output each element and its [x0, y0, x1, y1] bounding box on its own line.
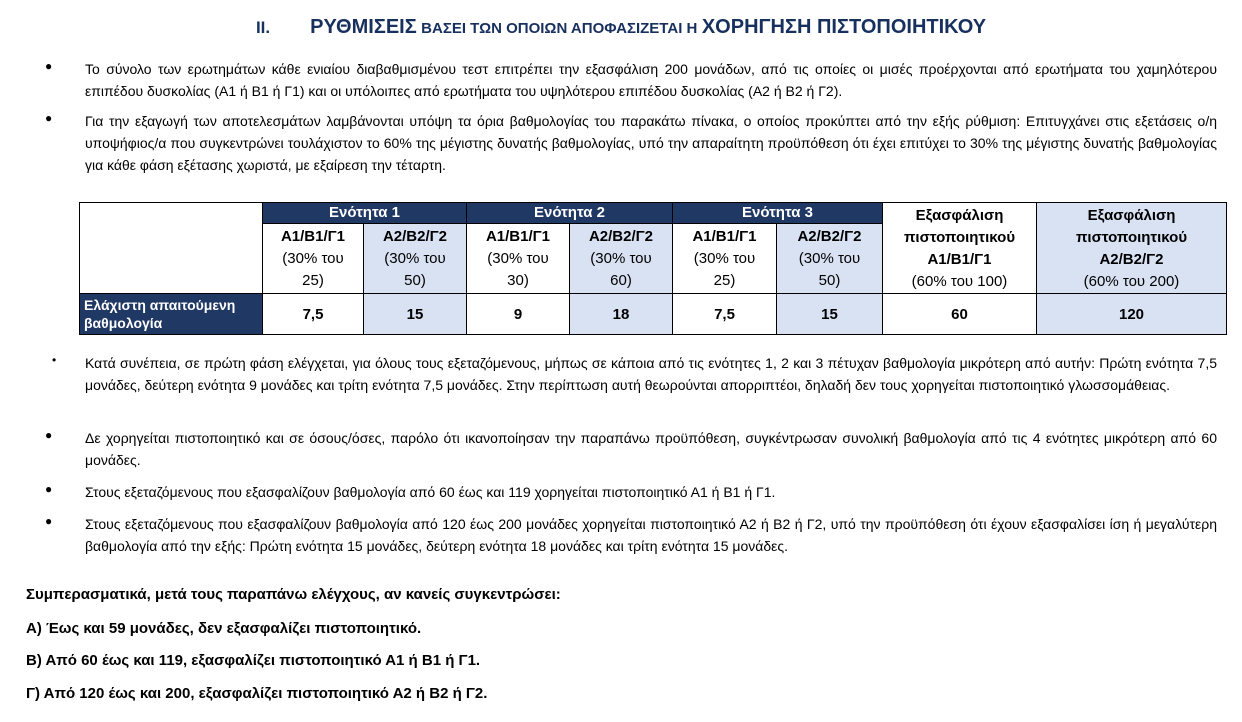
table-corner — [80, 203, 263, 294]
value-cell: 7,5 — [673, 294, 777, 335]
conclusion-intro: Συμπερασματικά, μετά τους παραπάνω ελέγχους, αν κανείς συγκεντρώσει: — [26, 586, 561, 603]
unit-header: Ενότητα 2 — [467, 203, 673, 224]
sub-level: Α2/Β2/Γ2 — [797, 228, 862, 245]
section-number: II. — [255, 18, 271, 37]
value-cell: 15 — [364, 294, 467, 335]
sub-pct: (30% του — [384, 250, 446, 267]
conclusion-a: Α) Έως και 59 μονάδες, δεν εξασφαλίζει πιστοποιητικό. — [26, 620, 422, 637]
value-cell: 7,5 — [263, 294, 364, 335]
bullet-icon: • — [52, 353, 57, 367]
heading-word-2: ΧΟΡΗΓΗΣΗ ΠΙΣΤΟΠΟΙΗΤΙΚΟΥ — [701, 16, 987, 38]
value-cell: 18 — [570, 294, 673, 335]
sub-pct: (30% του — [798, 250, 861, 267]
sub-header — [673, 224, 777, 294]
sub-level: Α2/Β2/Γ2 — [382, 228, 448, 245]
value-cell: 120 — [1037, 294, 1227, 335]
value-cell: 15 — [777, 294, 883, 335]
sub-pct: (30% του — [487, 250, 549, 267]
unit-header: Ενότητα 1 — [263, 203, 467, 224]
bullet-text: Για την εξαγωγή των αποτελεσμάτων λαμβάνονται υπόψη τα όρια βαθμολογίας του παρακάτω πίνακα, ο οποίος προκύπτει από την εξής ρύθμιση: Επιτυγχάνει στις εξετάσεις ο/η υποψήφιος/α που συγκεντρώνει τουλάχιστον το 60% της μέγιστης δυνατής βαθμολογίας, υπό την απαραίτητη προϋπόθεση ότι έχει επιτύχει το 30% της μέγιστης δυνατής βαθμολογίας για κάθε φάση εξέτασης χωριστά, με εξαίρεση την τέταρτη. — [85, 113, 1217, 173]
sub-pct: (30% του — [693, 250, 756, 267]
sub-header — [263, 224, 364, 294]
conclusion-c: Γ) Από 120 έως και 200, εξασφαλίζει πιστοποιητικό Α2 ή Β2 ή Γ2. — [26, 685, 488, 702]
heading-middle: ΒΑΣΕΙ ΤΩΝ ΟΠΟΙΩΝ ΑΠΟΦΑΣΙΖΕΤΑΙ Η — [421, 20, 698, 37]
sub-level: Α1/Β1/Γ1 — [692, 228, 757, 245]
value-cell: 9 — [467, 294, 570, 335]
cert-header-2 — [1037, 203, 1227, 294]
sub-max: 50) — [404, 272, 426, 289]
sub-pct: (30% του — [282, 250, 344, 267]
bullet-icon: ● — [45, 111, 53, 125]
bullet-icon: ● — [45, 514, 53, 528]
bullet-icon: ● — [45, 428, 53, 442]
bullet-text: Το σύνολο των ερωτημάτων κάθε ενιαίου διαβαθμισμένου τεστ επιτρέπει την εξασφάλιση 200 μονάδων, από τις οποίες οι μισές προέρχονται από ερωτήματα του χαμηλότερου επιπέδου δυσκολίας (Α1 ή Β1 ή Γ1) και οι υπόλοιπες από ερωτήματα του υψηλότερου επιπέδου δυσκολίας (Α2 ή Β2 ή Γ2). — [85, 61, 1217, 99]
sub-max: 50) — [818, 272, 841, 289]
sub-level: Α2/Β2/Γ2 — [588, 228, 654, 245]
bullet-text: Κατά συνέπεια, σε πρώτη φάση ελέγχεται, για όλους τους εξεταζόμενους, μήπως σε κάποια από τις ενότητες 1, 2 και 3 πέτυχαν βαθμολογία μικρότερη από αυτήν: Πρώτη ενότητα 7,5 μονάδες, δεύτερη ενότητα 9 μονάδες και τρίτη ενότητα 7,5 μονάδες. Στην περίπτωση αυτή θεωρούνται απορριπτέοι, δηλαδή δεν τους χορηγείται πιστοποιητικό γλωσσομάθειας. — [85, 355, 1217, 393]
conclusion-b: Β) Από 60 έως και 119, εξασφαλίζει πιστοποιητικό Α1 ή Β1 ή Γ1. — [26, 652, 481, 669]
sub-header — [777, 224, 883, 294]
cert-line: πιστοποιητικού — [903, 229, 1016, 246]
cert-line: πιστοποιητικού — [1075, 229, 1188, 246]
cert-line: (60% του 200) — [1083, 273, 1180, 290]
sub-header — [570, 224, 673, 294]
sub-max: 25) — [302, 272, 324, 289]
sub-header — [364, 224, 467, 294]
bullet-text: Στους εξεταζόμενους που εξασφαλίζουν βαθμολογία από 120 έως 200 μονάδες χορηγείται πιστοποιητικό Α2 ή Β2 ή Γ2, υπό την προϋπόθεση ότι έχουν εξασφαλίσει ίση ή μεγαλύτερη βαθμολογία από την εξής: Πρώτη ενότητα 15 μονάδες, δεύτερη ενότητα 18 μονάδες και τρίτη ενότητα 15 μονάδες. — [85, 516, 1217, 554]
cert-line: (60% του 100) — [911, 273, 1008, 290]
unit-header: Ενότητα 3 — [673, 203, 883, 224]
bullet-text: Δε χορηγείται πιστοποιητικό και σε όσους/όσες, παρόλο ότι ικανοποίησαν την παραπάνω προϋπόθεση, συγκέντρωσαν συνολική βαθμολογία από τις 4 ενότητες μικρότερη από 60 μονάδες. — [85, 430, 1217, 468]
sub-max: 60) — [610, 272, 632, 289]
row-label: Ελάχιστη απαιτούμενη βαθμολογία — [80, 294, 263, 335]
sub-level: Α1/Β1/Γ1 — [485, 228, 551, 245]
cert-line: Εξασφάλιση — [915, 207, 1004, 224]
sub-max: 30) — [507, 272, 529, 289]
grades-table — [79, 202, 1227, 335]
cert-line: Α2/Β2/Γ2 — [1099, 251, 1164, 268]
sub-max: 25) — [713, 272, 736, 289]
bullet-icon: ● — [45, 482, 53, 496]
cert-header-1 — [883, 203, 1037, 294]
heading-word-1: ΡΥΘΜΙΣΕΙΣ — [310, 16, 417, 38]
bullet-text: Στους εξεταζόμενους που εξασφαλίζουν βαθμολογία από 60 έως και 119 χορηγείται πιστοποιητικό Α1 ή Β1 ή Γ1. — [85, 484, 776, 500]
sub-pct: (30% του — [590, 250, 652, 267]
sub-level: Α1/Β1/Γ1 — [280, 228, 346, 245]
section-heading — [0, 16, 1242, 39]
cert-line: Εξασφάλιση — [1087, 207, 1176, 224]
sub-header — [467, 224, 570, 294]
value-cell: 60 — [883, 294, 1037, 335]
bullet-icon: ● — [45, 59, 53, 73]
cert-line: Α1/Β1/Γ1 — [927, 251, 992, 268]
